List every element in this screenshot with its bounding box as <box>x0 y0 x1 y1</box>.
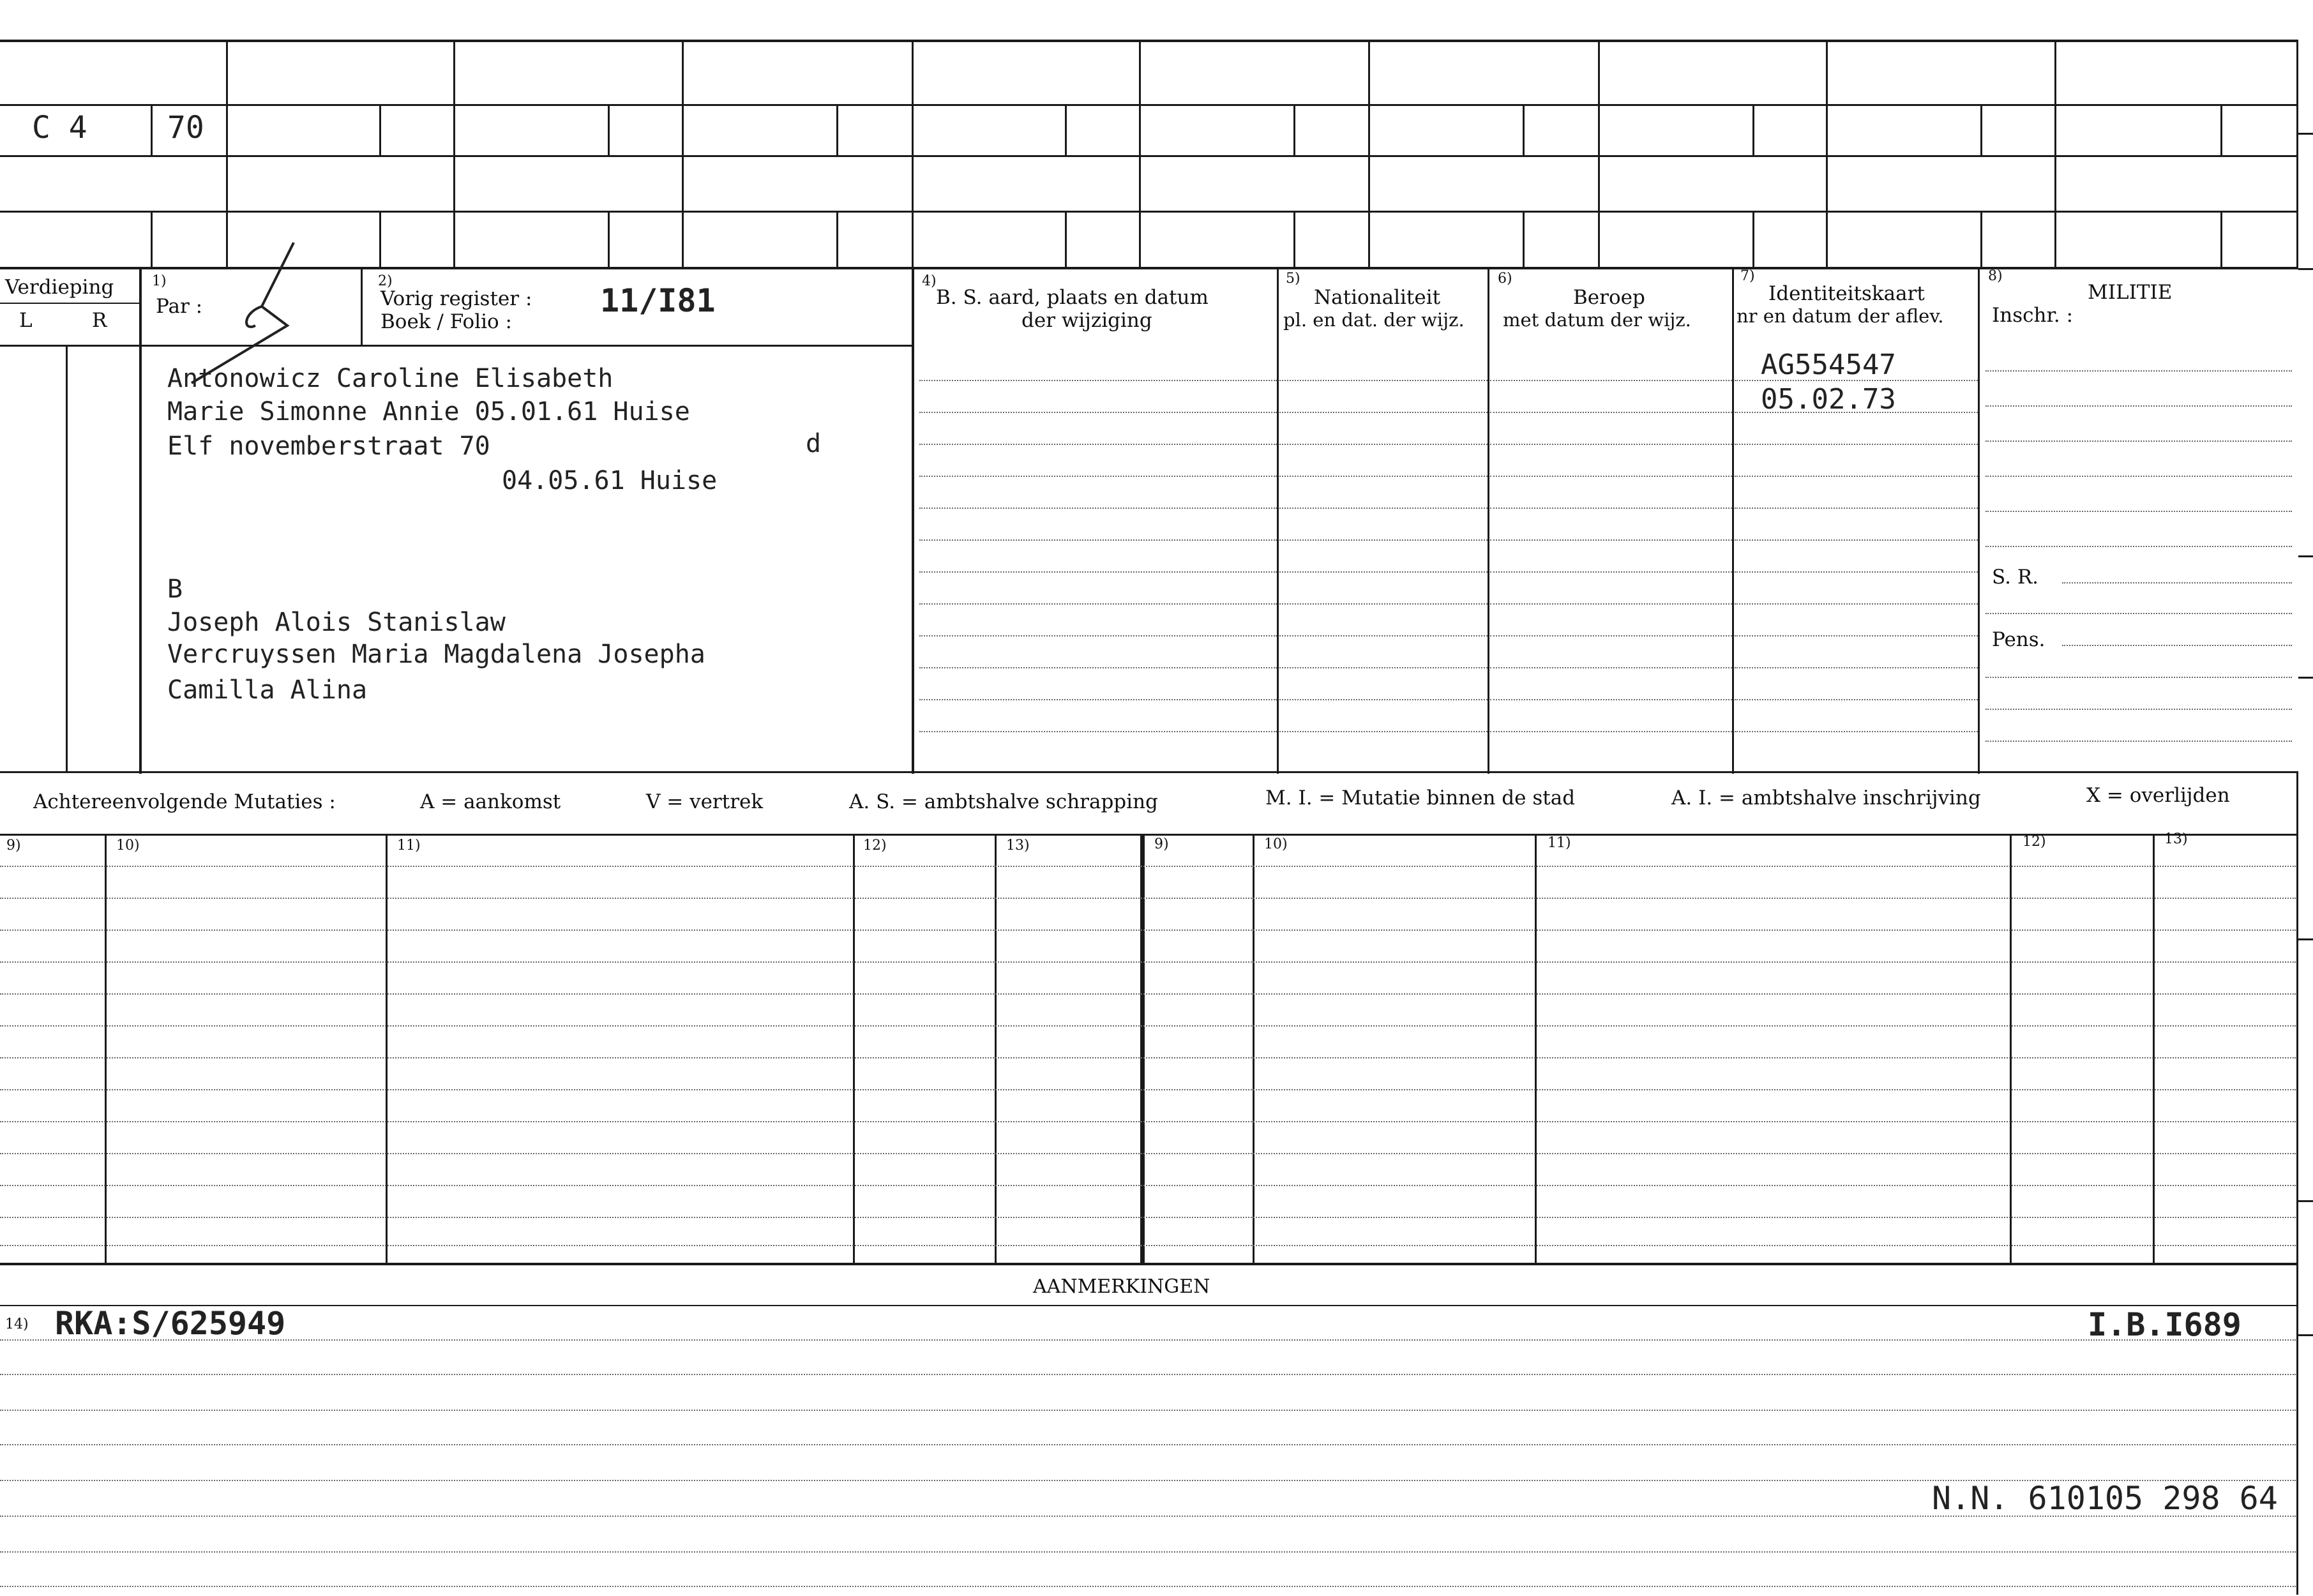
nationaliteit-line2: pl. en dat. der wijz. <box>1283 309 1465 331</box>
identiteitskaart-line1: Identiteitskaart <box>1768 282 1925 305</box>
legend-x: X = overlijden <box>2086 784 2230 807</box>
register-value: 11/I81 <box>600 282 716 319</box>
col-9-left: 9) <box>6 838 21 854</box>
legend-mi: M. I. = Mutatie binnen de stad <box>1265 787 1576 809</box>
note-2: 2) <box>378 273 393 289</box>
marker-d: d <box>806 429 822 458</box>
beroep-line2: met datum der wijz. <box>1503 309 1691 331</box>
sr-label: S. R. <box>1992 566 2039 589</box>
note-5: 5) <box>1286 271 1300 287</box>
code-field: C 4 <box>32 110 87 146</box>
id-card-number: AG554547 <box>1761 349 1896 381</box>
note-6: 6) <box>1498 271 1512 287</box>
legend-v: V = vertrek <box>646 790 764 813</box>
par-label: Par : <box>156 295 203 318</box>
ib-reference: I.B.I689 <box>2088 1306 2241 1343</box>
r-label: R <box>92 309 107 332</box>
note-4: 4) <box>922 273 937 289</box>
verdieping-label: Verdieping <box>5 276 114 299</box>
col-12-right: 12) <box>2023 834 2046 850</box>
id-card-date: 05.02.73 <box>1761 383 1896 416</box>
legend-ai: A. I. = ambtshalve inschrijving <box>1671 787 1981 809</box>
person-line1: Antonowicz Caroline Elisabeth <box>167 364 614 393</box>
col-10-left: 10) <box>116 838 140 854</box>
note-1: 1) <box>152 273 167 289</box>
mother-line2: Camilla Alina <box>167 675 368 705</box>
col-13-left: 13) <box>1006 838 1030 854</box>
parent-marker: B <box>167 575 183 604</box>
bs-header-line2: der wijziging <box>1021 309 1152 332</box>
person-line4: 04.05.61 Huise <box>502 466 718 495</box>
col-13-right: 13) <box>2164 831 2188 847</box>
note-8: 8) <box>1988 268 2003 284</box>
person-line2: Marie Simonne Annie 05.01.61 Huise <box>167 397 690 426</box>
bs-header-line1: B. S. aard, plaats en datum <box>936 286 1209 309</box>
boek-folio-label: Boek / Folio : <box>380 310 512 333</box>
note-14: 14) <box>5 1316 29 1332</box>
note-7: 7) <box>1740 268 1755 284</box>
identiteitskaart-line2: nr en datum der aflev. <box>1737 305 1944 327</box>
vorig-register-label: Vorig register : <box>380 287 532 310</box>
inschr-label: Inschr. : <box>1992 304 2074 327</box>
nationaliteit-line1: Nationaliteit <box>1314 286 1441 309</box>
nn-number: N.N. 610105 298 64 <box>1932 1480 2278 1517</box>
l-label: L <box>19 309 33 332</box>
remarks-title: AANMERKINGEN <box>1033 1276 1210 1298</box>
legend-as: A. S. = ambtshalve schrapping <box>849 790 1158 813</box>
mutations-title: Achtereenvolgende Mutaties : <box>33 790 336 813</box>
legend-a: A = aankomst <box>420 790 561 813</box>
col-9-right: 9) <box>1154 836 1169 852</box>
col-12-left: 12) <box>863 838 887 854</box>
col-11-left: 11) <box>397 838 421 854</box>
mother-line1: Vercruyssen Maria Magdalena Josepha <box>167 640 705 669</box>
rka-reference: RKA:S/625949 <box>55 1305 286 1342</box>
number-field: 70 <box>167 110 204 146</box>
person-line3: Elf novemberstraat 70 <box>167 432 490 461</box>
col-10-right: 10) <box>1264 836 1288 852</box>
col-11-right: 11) <box>1548 835 1571 851</box>
father-name: Joseph Alois Stanislaw <box>167 608 506 637</box>
beroep-line1: Beroep <box>1573 286 1645 309</box>
pens-label: Pens. <box>1992 628 2046 651</box>
militie-label: MILITIE <box>2088 281 2173 304</box>
